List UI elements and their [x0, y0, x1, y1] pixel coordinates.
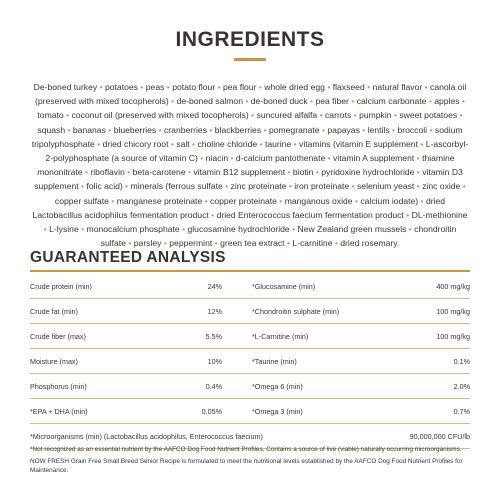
- ingredient-item: papayas: [327, 124, 360, 135]
- ingredient-separator: •: [164, 82, 173, 92]
- ingredient-separator: •: [389, 124, 398, 135]
- ingredient-item: whole dried egg: [264, 82, 325, 92]
- ingredient-separator: •: [261, 124, 269, 135]
- ingredient-separator: •: [208, 209, 217, 220]
- ingredient-item: potato flour: [172, 82, 216, 92]
- ingredient-separator: •: [414, 153, 423, 164]
- table-row: [30, 299, 470, 324]
- ingredient-item: d-calcium pantothenate: [235, 153, 326, 164]
- nutrient-label: Crude fat (min): [30, 306, 78, 316]
- nutrient-label: *Glucosamine (min): [252, 281, 316, 291]
- ingredient-separator: •: [324, 82, 333, 92]
- ingredient-item: blueberries: [113, 124, 157, 135]
- ingredient-separator: •: [291, 138, 300, 149]
- guaranteed-analysis-title: GUARANTEED ANALYSIS: [30, 249, 226, 266]
- ingredient-item: dried Lactobacillus acidophilus fermentation product: [32, 195, 446, 220]
- ingredient-item: zinc proteinate: [230, 181, 287, 192]
- ingredient-item: vitamin B12 supplement: [193, 167, 286, 178]
- ingredient-separator: •: [168, 96, 177, 107]
- ingredient-item: sodium tripolyphosphate: [31, 124, 463, 149]
- ingredient-separator: •: [359, 124, 368, 135]
- ingredient-item: zinc oxide: [422, 181, 461, 192]
- ingredient-item: New Zealand green mussels: [297, 224, 407, 235]
- ingredient-separator: •: [63, 110, 72, 121]
- ingredient-item: bananas: [72, 124, 106, 135]
- ingredient-separator: •: [414, 181, 423, 192]
- ingredient-item: beta-carotene: [132, 167, 186, 178]
- ingredient-separator: •: [43, 224, 50, 235]
- ingredient-separator: •: [222, 181, 231, 192]
- ingredient-separator: •: [417, 138, 426, 149]
- ingredient-item: vitamin D3 supplement: [34, 167, 463, 192]
- ingredient-item: dried rosemary.: [340, 238, 400, 249]
- ingredient-separator: •: [317, 110, 325, 121]
- ingredient-item: manganous oxide: [284, 195, 353, 206]
- ingredient-separator: •: [248, 110, 257, 121]
- ingredient-item: thiamine mononitrate: [37, 153, 455, 178]
- footnote-aafco: NOW FRESH Grain Free Small Breed Senior Recipe is formulated to meet the nutritional levels established by the AAFCO Dog Food Nutrient Profiles for Maintenance.: [30, 458, 463, 474]
- guaranteed-analysis-table: [30, 274, 470, 449]
- ingredient-item: suncured alfalfa: [256, 110, 318, 121]
- nutrient-label: Phosphorus (min): [30, 381, 87, 391]
- ingredient-separator: •: [242, 96, 251, 107]
- nutrient-value: 5.5%: [205, 331, 222, 341]
- ingredient-item: tomato: [37, 110, 64, 121]
- ingredient-item: pea flour: [223, 82, 257, 92]
- nutrient-value: 0.4%: [205, 381, 222, 391]
- ingredient-item: glucosamine hydrochloride: [187, 224, 290, 235]
- ingredient-item: pomegranate: [268, 124, 320, 135]
- ingredient-separator: •: [418, 195, 426, 206]
- ingredient-item: chondroitin sulfate: [100, 224, 457, 249]
- ingredient-separator: •: [202, 195, 211, 206]
- ingredient-separator: •: [65, 124, 73, 135]
- ingredient-item: blackberries: [214, 124, 262, 135]
- ingredient-item: DL-methionine: [411, 209, 468, 220]
- ingredient-separator: •: [284, 238, 293, 249]
- ingredient-separator: •: [352, 195, 361, 206]
- ingredient-separator: •: [256, 82, 265, 92]
- ingredient-separator: •: [257, 138, 265, 149]
- ingredient-separator: •: [319, 124, 328, 135]
- ingredient-separator: •: [332, 238, 341, 249]
- ingredient-separator: •: [460, 181, 466, 192]
- ingredient-item: peas: [145, 82, 165, 92]
- ingredient-separator: •: [276, 195, 285, 206]
- ingredient-separator: •: [286, 181, 295, 192]
- ingredient-separator: •: [137, 82, 146, 92]
- ingredient-separator: •: [105, 124, 114, 135]
- ingredient-item: pumpkin: [359, 110, 392, 121]
- ingredient-item: monocalcium phosphate: [86, 224, 180, 235]
- ingredient-separator: •: [313, 167, 322, 178]
- ingredient-separator: •: [108, 195, 117, 206]
- ingredient-item: choline chloride: [197, 138, 258, 149]
- ingredient-item: de-boned salmon: [176, 96, 243, 107]
- ingredient-item: manganese proteinate: [116, 195, 203, 206]
- nutrient-label: Crude protein (min): [30, 281, 92, 291]
- ingredient-item: calcium carbonate: [356, 96, 427, 107]
- ingredient-separator: •: [212, 238, 221, 249]
- ingredient-separator: •: [185, 167, 194, 178]
- table-row: [30, 349, 470, 374]
- ingredient-separator: •: [457, 110, 463, 121]
- ingredient-item: flaxseed: [332, 82, 365, 92]
- ingredient-item: L-lysine: [49, 224, 79, 235]
- ingredient-separator: •: [156, 124, 164, 135]
- ingredient-item: copper proteinate: [210, 195, 277, 206]
- footnote-nutrient: *Not recognized as an essential nutrient by the AAFCO Dog Food Nutrient Profiles. Contains a source of live (viable) naturally occurring microorganisms.: [30, 446, 462, 453]
- ingredient-separator: •: [197, 153, 206, 164]
- nutrient-label: Moisture (max): [30, 356, 78, 366]
- ingredient-separator: •: [325, 153, 334, 164]
- ingredient-item: dried chicory root: [102, 138, 169, 149]
- ingredient-separator: •: [94, 138, 103, 149]
- ingredient-separator: •: [459, 96, 465, 107]
- ingredient-separator: •: [215, 82, 223, 92]
- ingredient-item: pyridoxine hydrochloride: [321, 167, 415, 178]
- ingredient-separator: •: [228, 153, 236, 164]
- nutrient-label: *Microorganisms (min) (Lactobacillus acidophilus, Enterococcus faecium): [30, 431, 263, 441]
- ingredient-separator: •: [168, 138, 177, 149]
- ingredient-separator: •: [285, 167, 293, 178]
- nutrient-label: *L-Carnitine (min): [252, 331, 309, 341]
- ingredient-separator: •: [82, 167, 91, 178]
- nutrient-value: 0.7%: [453, 406, 470, 416]
- ingredient-item: salt: [176, 138, 190, 149]
- ingredient-separator: •: [391, 110, 400, 121]
- ingredient-item: apples: [434, 96, 460, 107]
- ingredient-item: vitamins (vitamin E supplement: [299, 138, 418, 149]
- ingredient-separator: •: [406, 224, 415, 235]
- nutrient-value: 90,000,000 CFU/lb: [409, 431, 470, 441]
- ingredient-separator: •: [78, 181, 87, 192]
- ingredient-item: carrots: [325, 110, 352, 121]
- nutrient-value: 0.05%: [201, 406, 222, 416]
- table-row: [30, 324, 470, 349]
- nutrient-value: 100 mg/kg: [436, 306, 470, 316]
- ingredient-item: vitamin A supplement: [333, 153, 415, 164]
- ingredient-item: De-boned turkey: [33, 82, 98, 92]
- ingredient-separator: •: [289, 224, 298, 235]
- nutrient-label: Crude fiber (max): [30, 331, 86, 341]
- table-row: [30, 374, 470, 399]
- nutrient-label: *Chondroitin sulphate (min): [252, 306, 340, 316]
- ingredient-item: biotin: [292, 167, 314, 178]
- ingredient-item: potatoes: [104, 82, 138, 92]
- guaranteed-analysis-underline: [30, 270, 470, 272]
- ingredient-item: cranberries: [164, 124, 207, 135]
- ingredient-separator: •: [124, 167, 133, 178]
- ingredient-item: pea fiber: [315, 96, 349, 107]
- nutrient-value: 100 mg/kg: [436, 331, 470, 341]
- ingredient-separator: •: [349, 181, 357, 192]
- nutrient-value: 10%: [207, 356, 222, 366]
- ingredient-separator: •: [348, 96, 357, 107]
- ingredient-item: iron proteinate: [294, 181, 350, 192]
- ingredient-item: broccoli: [397, 124, 428, 135]
- ingredient-separator: •: [189, 138, 198, 149]
- ingredient-item: L-ascorbyl-2-polyphosphate (a source of vitamin C): [45, 138, 469, 164]
- ingredient-item: sweet potatoes: [399, 110, 458, 121]
- ingredient-item: coconut oil (preserved with mixed tocopherols): [71, 110, 249, 121]
- nutrient-value: 0.1%: [453, 356, 470, 366]
- nutrient-label: *Omega 6 (min): [252, 381, 303, 391]
- ingredient-item: squash: [37, 124, 66, 135]
- ingredient-separator: •: [207, 124, 215, 135]
- nutrient-value: 2.0%: [453, 381, 470, 391]
- ingredient-separator: •: [364, 82, 373, 92]
- ingredient-item: copper sulfate: [54, 195, 109, 206]
- ingredient-item: riboflavin: [90, 167, 125, 178]
- ingredient-item: de-boned duck: [250, 96, 308, 107]
- ingredient-separator: •: [161, 238, 170, 249]
- ingredient-item: minerals (ferrous sulfate: [130, 181, 223, 192]
- title-underline: [234, 58, 266, 61]
- ingredient-separator: •: [403, 209, 412, 220]
- nutrient-value: 12%: [207, 306, 222, 316]
- ingredient-item: peppermint: [169, 238, 213, 249]
- ingredient-separator: •: [179, 224, 188, 235]
- ingredient-item: natural flavor: [372, 82, 423, 92]
- ingredient-item: lentils: [367, 124, 390, 135]
- ingredient-item: L-carnitine: [292, 238, 333, 249]
- ingredient-separator: •: [122, 181, 131, 192]
- ingredient-separator: •: [97, 82, 105, 92]
- nutrient-label: *Omega 3 (min): [252, 406, 303, 416]
- ingredient-separator: •: [414, 167, 423, 178]
- nutrient-value: 400 mg/kg: [436, 281, 470, 291]
- ingredient-separator: •: [125, 238, 134, 249]
- ingredient-separator: •: [307, 96, 316, 107]
- page-title: INGREDIENTS: [175, 28, 325, 51]
- nutrient-value: 24%: [207, 281, 222, 291]
- ingredient-separator: •: [78, 224, 87, 235]
- ingredient-item: selenium yeast: [357, 181, 415, 192]
- ingredient-item: green tea extract: [220, 238, 285, 249]
- ingredient-item: parsley: [133, 238, 162, 249]
- nutrient-label: *EPA + DHA (min): [30, 406, 88, 416]
- ingredient-separator: •: [427, 124, 435, 135]
- ingredient-item: taurine: [264, 138, 292, 149]
- ingredients-list: [30, 80, 470, 250]
- table-row: [30, 399, 470, 424]
- ingredient-separator: •: [422, 82, 431, 92]
- ingredient-item: folic acid): [86, 181, 123, 192]
- ingredient-separator: •: [351, 110, 360, 121]
- footnotes: [30, 445, 470, 478]
- ingredient-item: canola oil (preserved with mixed tocopherols): [35, 82, 467, 107]
- table-row: [30, 274, 470, 299]
- ingredient-item: dried Enterococcus faecium fermentation product: [216, 209, 404, 220]
- ingredient-separator: •: [426, 96, 435, 107]
- nutrient-label: *Taurine (min): [252, 356, 297, 366]
- ingredient-item: niacin: [205, 153, 229, 164]
- ingredient-item: calcium iodate): [360, 195, 419, 206]
